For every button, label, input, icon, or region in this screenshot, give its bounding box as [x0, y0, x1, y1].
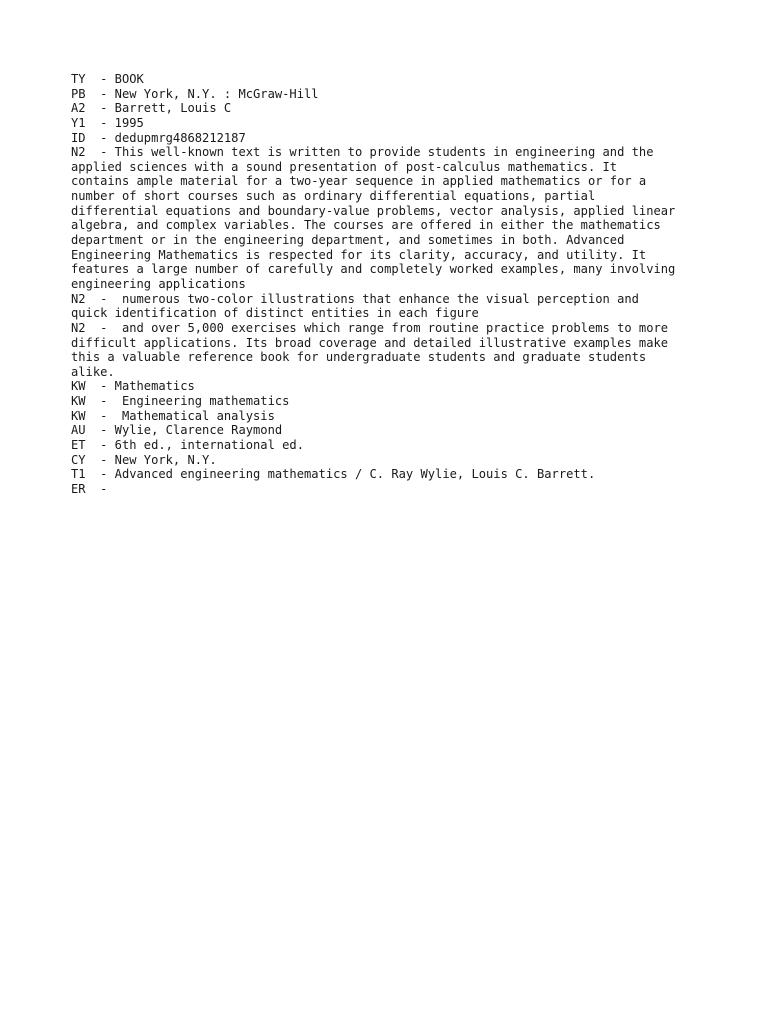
ris-line-secondary-author: A2 - Barrett, Louis C: [71, 101, 232, 116]
ris-line-type: TY - BOOK: [71, 72, 144, 86]
ris-line-keyword: KW - Mathematics: [71, 379, 195, 394]
ris-line-abstract: alike.: [71, 364, 115, 379]
ris-line-edition: ET - 6th ed., international ed.: [71, 438, 304, 453]
ris-line-abstract: this a valuable reference book for undergraduate students and graduate students: [71, 350, 647, 365]
ris-line-abstract: N2 - This well-known text is written to provide students in engineering and the: [71, 145, 654, 160]
ris-line-abstract: Engineering Mathematics is respected for its clarity, accuracy, and utility. It: [71, 247, 647, 262]
ris-line-abstract: engineering applications: [71, 276, 246, 291]
ris-line-abstract: number of short courses such as ordinary differential equations, partial: [71, 189, 596, 204]
ris-line-abstract: features a large number of carefully and completely worked examples, many involving: [71, 262, 676, 277]
ris-line-abstract: applied sciences with a sound presentation of post-calculus mathematics. It: [71, 159, 618, 174]
ris-line-abstract: department or in the engineering department, and sometimes in both. Advanced: [71, 233, 625, 248]
ris-line-abstract: difficult applications. Its broad coverage and detailed illustrative examples make: [71, 335, 669, 350]
ris-line-keyword: KW - Mathematical analysis: [71, 408, 275, 423]
ris-line-abstract: N2 - numerous two-color illustrations that enhance the visual perception and: [71, 291, 639, 306]
ris-line-abstract: algebra, and complex variables. The courses are offered in either the mathematics: [71, 218, 661, 233]
ris-line-publisher: PB - New York, N.Y. : McGraw-Hill: [71, 86, 319, 101]
ris-line-end: ER -: [71, 481, 108, 496]
ris-line-abstract: contains ample material for a two-year sequence in applied mathematics or for a: [71, 174, 647, 189]
ris-line-author: AU - Wylie, Clarence Raymond: [71, 423, 283, 438]
ris-line-keyword: KW - Engineering mathematics: [71, 394, 290, 409]
ris-line-place: CY - New York, N.Y.: [71, 452, 217, 467]
ris-line-year: Y1 - 1995: [71, 115, 144, 130]
ris-line-abstract: differential equations and boundary-value problems, vector analysis, applied linear: [71, 203, 676, 218]
ris-line-abstract: N2 - and over 5,000 exercises which range from routine practice problems to more: [71, 320, 669, 335]
ris-line-abstract: quick identification of distinct entities in each figure: [71, 306, 479, 321]
ris-record: [71, 72, 751, 497]
ris-line-title: T1 - Advanced engineering mathematics / C. Ray Wylie, Louis C. Barrett.: [71, 467, 596, 482]
ris-line-id: ID - dedupmrg4868212187: [71, 130, 246, 145]
